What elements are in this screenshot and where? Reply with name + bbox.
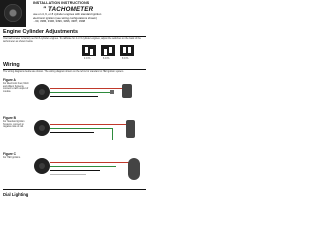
divider: [3, 189, 146, 190]
wire-green: [112, 128, 113, 140]
section-heading-cylinder: Engine Cylinder Adjustments: [3, 29, 78, 35]
dip-switch: [109, 47, 112, 53]
dip-switch: [128, 47, 131, 53]
wire-green: [50, 92, 110, 93]
ignition-coil-icon: [126, 120, 135, 138]
page-title: " TACHOMETER: [43, 6, 94, 13]
header-caption: INSTALLATION INSTRUCTIONS: [33, 1, 90, 5]
switch-4cyl-diagram: [82, 45, 96, 56]
ignition-module-icon: [122, 84, 132, 98]
tachometer-icon: [34, 84, 50, 100]
wiring-paragraph: The wiring diagrams below are shown. The wiring diagram shown on the left is for standard or HEI ignition system.: [3, 70, 124, 73]
wire-red: [50, 162, 130, 163]
cyl-label-6: 6 CYL: [103, 57, 110, 60]
header-subtitle-3: ...60, 3386, 3396, 3396, 3396, 3387, 3398: [33, 19, 86, 23]
header-subtitle-1: use on 4, 6, or 8 cylinder engines with standard ignition: [33, 12, 102, 16]
cylinder-paragraph: Your tachometer is factory set for 8-cylinder engines. To calibrate for 4 or 6 cylinder engines, adjust the switches on the back of the tachometer as shown below.: [3, 37, 141, 43]
wire-black: [50, 132, 94, 133]
cyl-label-4: 4 CYL: [84, 57, 91, 60]
figure-b-text: For Standard Ignition Systems, connect to negative side of coil.: [3, 121, 25, 129]
tachometer-icon: [34, 120, 50, 136]
wire-white: [50, 174, 86, 175]
instruction-sheet: [0, 0, 149, 198]
switch-8cyl-diagram: [120, 45, 134, 56]
connector-icon: [110, 90, 114, 94]
wire-red: [50, 88, 122, 89]
wire-green: [50, 128, 112, 129]
section-heading-wiring: Wiring: [3, 62, 20, 68]
dip-switch: [123, 47, 126, 53]
figure-a-text: For Electronic Fuel, Multi and Allison Systems, connect to tach output of module.: [3, 83, 29, 94]
header-subtitle-2: electronic ignition (see wiring configurations shown): [33, 15, 97, 20]
figure-c-text: For HEI Ignitions.: [3, 157, 21, 159]
figure-b-label: Figure B: [3, 116, 16, 120]
dip-switch: [85, 47, 88, 53]
dip-switch: [90, 49, 93, 55]
wire-red: [50, 124, 126, 125]
figure-a-label: Figure A: [3, 78, 16, 82]
cyl-label-8: 8 CYL: [122, 57, 129, 60]
logo-panel: [0, 0, 26, 27]
dip-switch: [104, 49, 107, 55]
wire-black: [50, 96, 98, 97]
figure-c-label: Figure C: [3, 152, 16, 156]
wire-green: [50, 166, 116, 167]
switch-6cyl-diagram: [101, 45, 115, 56]
hei-distributor-icon: [128, 158, 140, 180]
tachometer-icon: [34, 158, 50, 174]
header: [0, 0, 149, 27]
gauge-icon: [4, 4, 22, 22]
wire-black: [50, 170, 100, 171]
section-heading-dial-lighting: Dial Lighting: [3, 192, 29, 197]
